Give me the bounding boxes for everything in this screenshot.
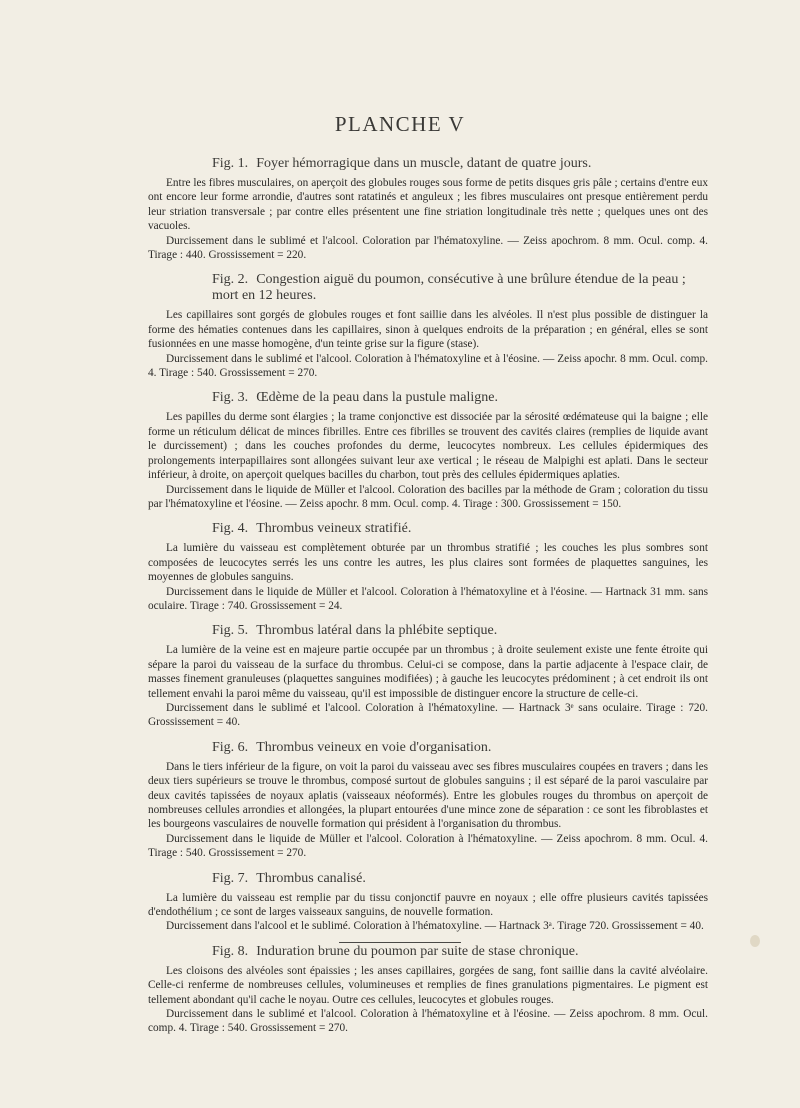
figure-legends [148,156,708,1046]
page-title: PLANCHE V [334,112,466,136]
figure-label: Fig. 6. [212,739,249,755]
figure-technique: Durcissement dans le sublimé et l'alcool. Coloration à l'hématoxyline et à l'éosine. — Zeiss apochrom. 8 mm. Ocul. comp. 4. Tirage : 540. Grossissement = 270. [148,1008,708,1035]
figure-heading [212,272,708,304]
figure-legend-7 [148,871,708,934]
figure-legend-4 [148,521,708,613]
figure-technique: Durcissement dans le sublimé et l'alcool. Coloration par l'hématoxyline. — Zeiss apochrom. 8 mm. Ocul. comp. 4. Tirage : 440. Grossissement = 220. [148,234,708,262]
figure-label: Fig. 2. [212,272,249,288]
figure-heading [212,521,708,537]
figure-description: Les capillaires sont gorgés de globules rouges et font saillie dans les alvéoles. Il n'est plus possible de distinguer la forme des hématies contenues dans les capillaires, sinon à quelques endroits de la préparation ; en général, elles se sont fusionnées en une masse homogène, d'un teinte grise sur la figure (stase). [148,309,708,351]
figure-label: Fig. 5. [212,623,249,639]
figure-heading [212,623,708,639]
figure-legend-8 [148,944,708,1036]
figure-description: Les papilles du derme sont élargies ; la trame conjonctive est dissociée par la sérosité œdémateuse qui la baigne ; elle forme un réticulum délicat de minces fibrilles. Entre ces fibrilles se trouvent des cavités claires (remplies de liquide avant le durcissement) ; dans les couches profondes du derme, leucocytes nombreux. Les cellules épidermiques des prolongements interpapillaires sont allongées suivant leur axe vertical ; le réseau de Malpighi est aplati. Dans le secteur inférieur, à droite, on aperçoit quelques bacilles du charbon, tout près des cellules épidermiques aplaties. [148,411,708,482]
figure-description: La lumière du vaisseau est remplie par du tissu conjonctif pauvre en noyaux ; elle offre plusieurs cavités tapissées d'endothélium ; ce sont de larges vaisseaux sanguins, de nouvelle formation. [148,891,708,919]
figure-title: Thrombus veineux en voie d'organisation. [256,739,492,755]
figure-description: La lumière de la veine est en majeure partie occupée par un thrombus ; à droite seulement existe une fente étroite qui sépare la paroi du vaisseau de la surface du thrombus. Celui-ci se compose, dans la partie adjacente à l'espace clair, de masses finement granuleuses (plaquettes sanguines modifiées) ; à gauche les leucocytes prédominent ; à cet endroit ils ont tellement envahi la paroi même du vaisseau, qu'il est impossible de distinguer encore la structure de celle-ci. [148,644,708,700]
figure-label: Fig. 7. [212,870,249,886]
figure-label: Fig. 4. [212,521,249,537]
figure-legend-3 [148,390,708,511]
figure-description: La lumière du vaisseau est complètement obturée par un thrombus stratifié ; les couches les plus sombres sont composées de leucocytes serrés les uns contre les autres, les plus claires sont formées de plaquettes sanguines, les moyennes de globules sanguins. [148,542,708,584]
figure-technique: Durcissement dans le liquide de Müller et l'alcool. Coloration à l'hématoxyline et à l'éosine. — Hartnack 31 mm. sans oculaire. Tirage : 740. Grossissement = 24. [148,585,708,612]
figure-title: Foyer hémorragique dans un muscle, datant de quatre jours. [256,156,592,171]
figure-legend-2 [148,272,708,380]
figure-technique: Durcissement dans le liquide de Müller et l'alcool. Coloration à l'hématoxyline. — Zeiss apochrom. 8 mm. Ocul. 4. Tirage : 540. Grossissement = 270. [148,832,708,860]
figure-technique: Durcissement dans le sublimé et l'alcool. Coloration à l'hématoxyline et à l'éosine. — Zeiss apochr. 8 mm. Ocul. comp. 4. Tirage : 540. Grossissement = 270. [148,352,708,380]
figure-legend-1 [148,156,708,262]
closing-rule [339,942,461,943]
figure-title: Thrombus canalisé. [256,870,366,886]
figure-title: Œdème de la peau dans la pustule maligne. [256,390,499,406]
paper-stain [750,935,760,947]
figure-description: Les cloisons des alvéoles sont épaissies ; les anses capillaires, gorgées de sang, font saillie dans la cavité alvéolaire. Celle-ci renferme de nombreuses cellules, volumineuses et remplies de fines granulations pigmentaires. Le pigment est tellement abondant qu'il cache le noyau. Outre ces cellules, leucocytes et globules rouges. [148,964,708,1006]
figure-heading [212,156,708,172]
figure-title: Thrombus latéral dans la phlébite septique. [256,623,498,639]
figure-label: Fig. 1. [212,156,249,171]
figure-technique: Durcissement dans l'alcool et le sublimé. Coloration à l'hématoxyline. — Hartnack 3ᵃ. Tirage 720. Grossissement = 40. [166,920,704,933]
figure-label: Fig. 3. [212,390,249,406]
figure-heading [212,390,708,406]
figure-legend-5 [148,623,708,729]
figure-technique: Durcissement dans le sublimé et l'alcool. Coloration à l'hématoxyline. — Hartnack 3ᵉ sans oculaire. Tirage : 720. Grossissement = 40. [148,701,708,729]
figure-title: Induration brune du poumon par suite de stase chronique. [256,943,579,959]
figure-description: Dans le tiers inférieur de la figure, on voit la paroi du vaisseau avec ses fibres musculaires coupées en travers ; dans les deux tiers supérieurs se trouve le thrombus, composé surtout de globules sanguins ; il est séparé de la paroi vasculaire par deux cavités tapissées de noyaux aplatis (vaisseaux néoformés). Entre les globules rouges du thrombus on aperçoit de nombreuses cellules arrondies et allongées, la plupart entourées d'une mince zone de séparation : ce sont les fibroblastes et les bourgeons vasculaires de nouvelle formation qui président à l'organisation du thrombus. [148,760,708,831]
figure-heading [212,740,708,756]
figure-label: Fig. 8. [212,943,249,959]
figure-heading [212,944,708,960]
figure-heading [212,871,708,887]
figure-title: Thrombus veineux stratifié. [256,521,412,537]
figure-technique: Durcissement dans le liquide de Müller et l'alcool. Coloration des bacilles par la méthode de Gram ; coloration du tissu par l'hématoxyline et l'éosine. — Zeiss apochr. 8 mm. Ocul. comp. 4. Tirage : 300. Grossissement = 150. [148,483,708,510]
figure-title: Congestion aiguë du poumon, consécutive à une brûlure étendue de la peau ; mort en 12 heures. [212,272,686,304]
figure-description: Entre les fibres musculaires, on aperçoit des globules rouges sous forme de petits disques gris pâle ; certains d'entre eux ont encore leur forme arrondie, d'autres sont ratatinés et anguleux ; les fibres musculaires ont presque entièrement perdu leur striation transversale ; par contre elles présentent une fine striation longitudinale très nette ; quelques unes ont des vacuoles. [148,177,708,233]
figure-legend-6 [148,740,708,861]
